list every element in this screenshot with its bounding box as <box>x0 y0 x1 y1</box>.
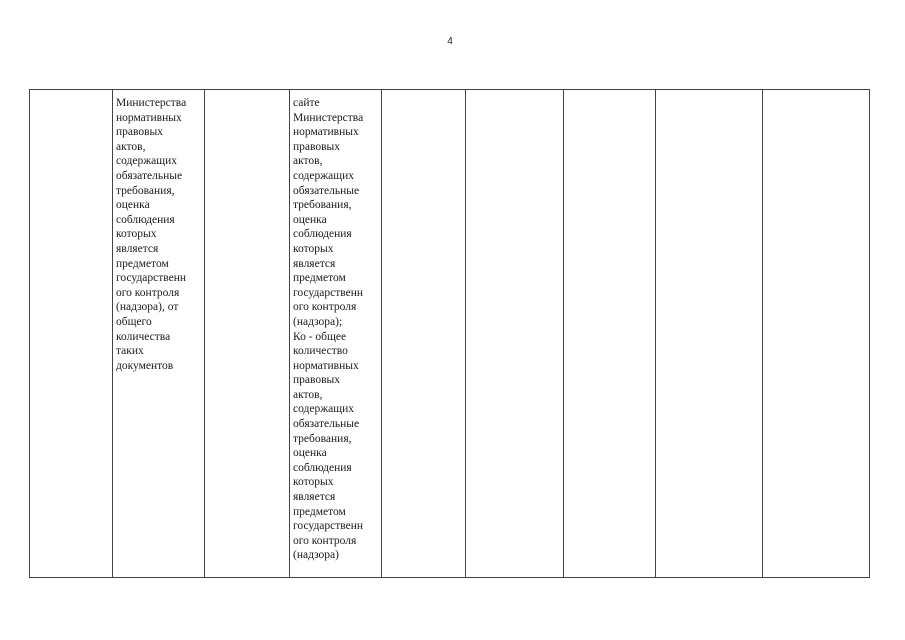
table-cell-7 <box>564 90 656 578</box>
table-cell-5 <box>382 90 466 578</box>
table-cell-8 <box>656 90 763 578</box>
table-row <box>30 90 870 578</box>
page-number: 4 <box>447 36 453 47</box>
table-cell-3 <box>205 90 290 578</box>
document-table <box>29 89 870 578</box>
table-cell-9 <box>763 90 870 578</box>
table-cell-2: Министерства нормативных правовых актов, содержащих обязательные требования, оценка соблюдения которых является предметом государственн ого контроля (надзора), от общего количества таких документов <box>113 90 205 578</box>
table-cell-1 <box>30 90 113 578</box>
table-cell-6 <box>466 90 564 578</box>
table-cell-4: сайте Министерства нормативных правовых актов, содержащих обязательные требования, оценка соблюдения которых является предметом государственн ого контроля (надзора); Ко - общее количество нормативных правовых актов, содержащих обязательные требования, оценка соблюдения которых является предметом государственн ого контроля (надзора) <box>290 90 382 578</box>
